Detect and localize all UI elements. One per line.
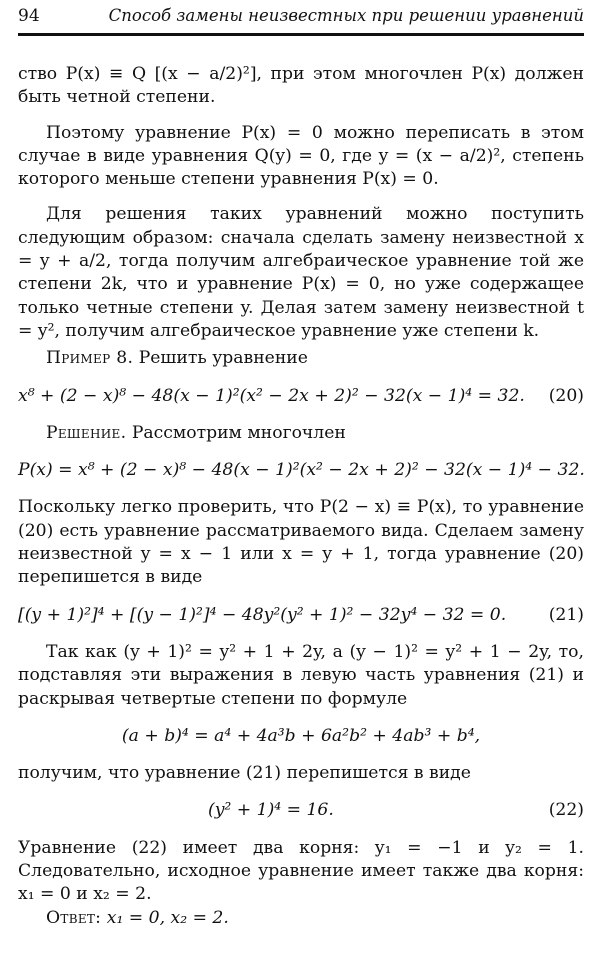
paragraph-expansion: Так как (y + 1)² = y² + 1 + 2y, а (y − 1)² = y² + 1 − 2y, то, подставляя эти выражения в левую часть уравнения (21) и раскрывая четвертые степени по формуле — [18, 641, 584, 709]
paragraph-substitution: Поскольку легко проверить, что P(2 − x) ≡ P(x), то уравнение (20) есть уравнение рассматриваемого вида. Сделаем замену неизвестной y = x − 1 или x = y + 1, тогда уравнение (20) перепишется в виде — [18, 497, 584, 588]
solution-label: Решение. — [46, 422, 127, 443]
page-number: 94 — [18, 6, 40, 26]
answer-text: x₁ = 0, x₂ = 2. — [106, 907, 229, 928]
equation-22-number: (22) — [548, 800, 584, 821]
binomial-body: (a + b)⁴ = a⁴ + 4a³b + 6a²b² + 4ab³ + b⁴, — [121, 725, 481, 746]
binomial-formula — [18, 725, 584, 748]
header-rule — [18, 33, 584, 36]
page-body — [18, 63, 584, 930]
polynomial-definition — [18, 459, 584, 482]
solution-text: Рассмотрим многочлен — [131, 422, 346, 443]
example-label: Пример 8. — [46, 348, 134, 369]
paragraph-continuation: ство P(x) ≡ Q [(x − a/2)²], при этом многочлен P(x) должен быть четной степени. — [18, 64, 584, 108]
paragraph-method: Для решения таких уравнений можно поступить следующим образом: сначала сделать замену неизвестной x = y + a/2, тогда получим алгебраическое уравнение той же степени 2k, что и уравнение P(x) = 0, но уже содержащее только четные степени y. Делая затем замену неизвестной t = y², получим алгебраическое уравнение уже степени k. — [18, 204, 584, 341]
running-header — [18, 6, 584, 30]
equation-21 — [18, 604, 584, 627]
solution-heading — [18, 422, 584, 445]
equation-22-body: (y² + 1)⁴ = 16. — [208, 800, 334, 821]
equation-20-number: (20) — [548, 385, 584, 406]
paragraph-roots: Уравнение (22) имеет два корня: y₁ = −1 и y₂ = 1. Следовательно, исходное уравнение имеет также два корня: x₁ = 0 и x₂ = 2. — [18, 837, 584, 905]
answer-line — [18, 907, 584, 930]
example-text: Решить уравнение — [138, 348, 308, 369]
equation-21-number: (21) — [548, 604, 584, 625]
running-title: Способ замены неизвестных при решении уравнений — [108, 6, 584, 25]
paragraph-rewrite: Поэтому уравнение P(x) = 0 можно переписать в этом случае в виде уравнения Q(y) = 0, где y = (x − a/2)², степень которого меньше степени уравнения P(x) = 0. — [18, 122, 584, 190]
equation-20 — [18, 385, 584, 408]
answer-label: Ответ: — [46, 907, 102, 928]
polynomial-body: P(x) = x⁸ + (2 − x)⁸ − 48(x − 1)²(x² − 2x + 2)² − 32(x − 1)⁴ − 32. — [18, 460, 585, 481]
example-heading — [18, 347, 584, 370]
paragraph-result: получим, что уравнение (21) перепишется в виде — [18, 763, 471, 784]
equation-22 — [18, 799, 584, 822]
equation-20-body: x⁸ + (2 − x)⁸ − 48(x − 1)²(x² − 2x + 2)² − 32(x − 1)⁴ = 32. — [18, 385, 525, 406]
equation-21-body: [(y + 1)²]⁴ + [(y − 1)²]⁴ − 48y²(y² + 1)² − 32y⁴ − 32 = 0. — [18, 604, 507, 625]
